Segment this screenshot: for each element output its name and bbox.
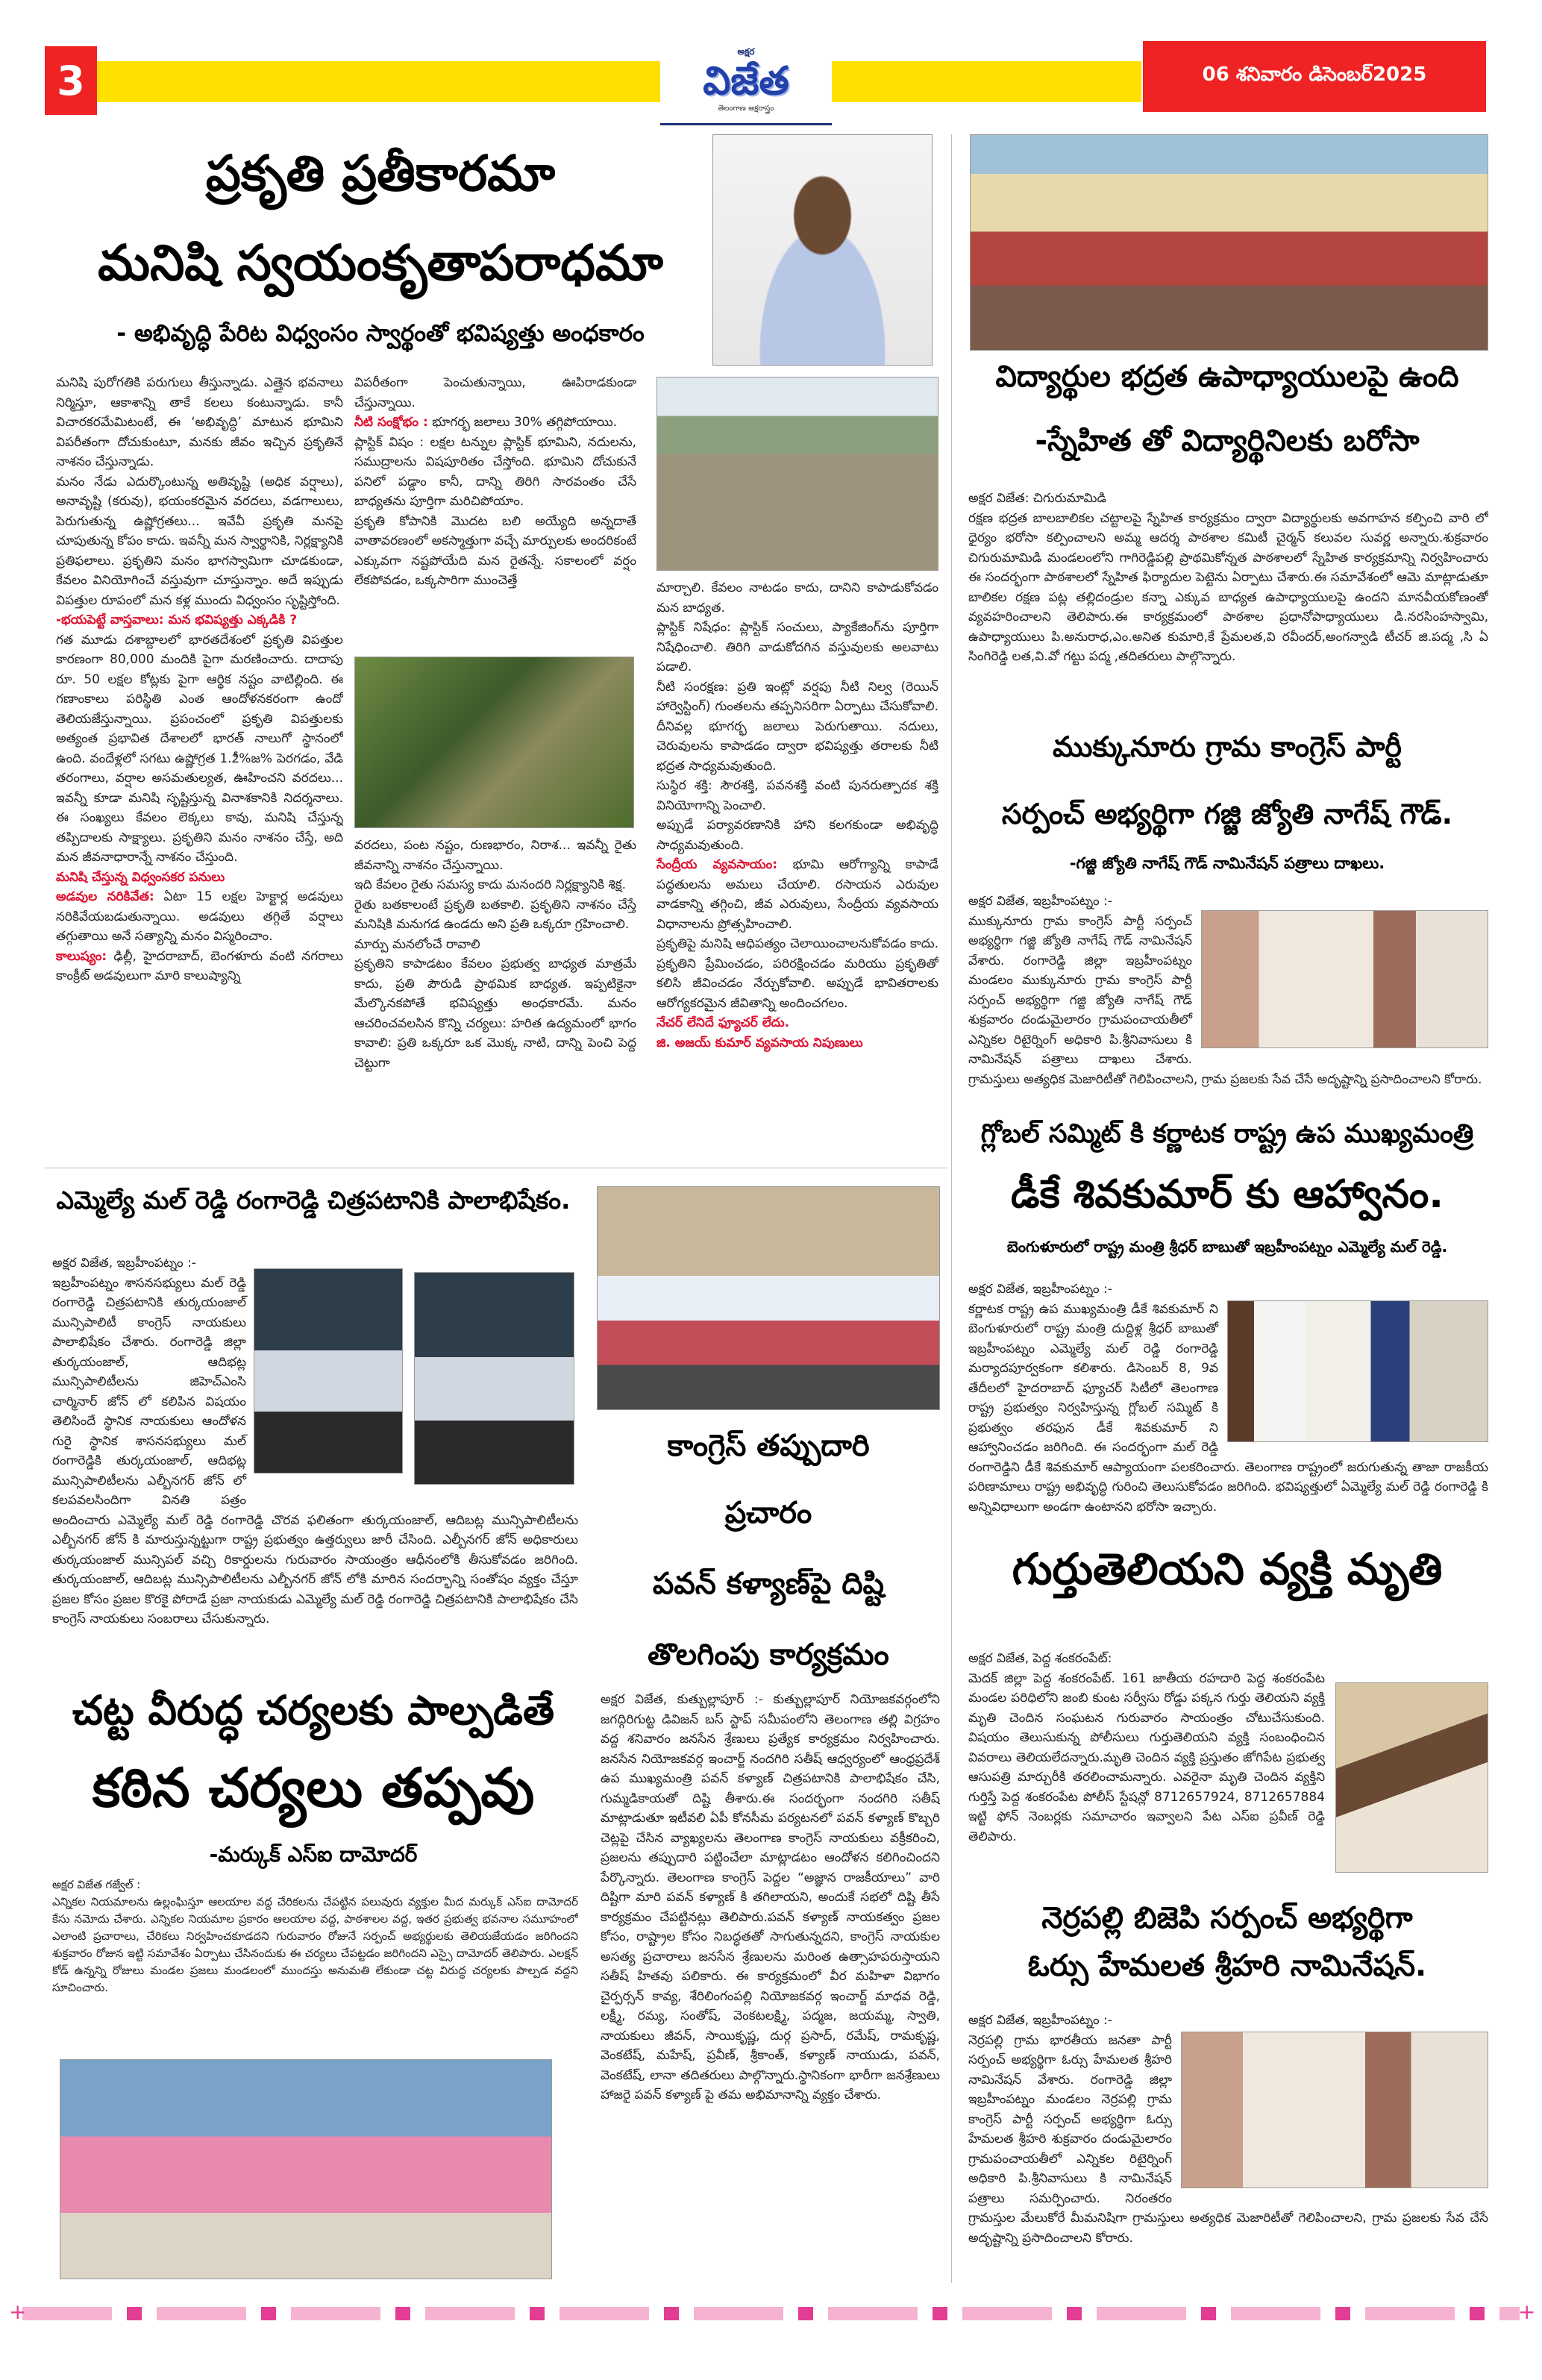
paragraph-text: ప్రకృతి కోపానికి మొదట బలి అయ్యేది అన్నదాతే వాతావరణంలో అకస్మాత్తుగా వచ్చే మార్పులకు అందరికంటే ఎక్కువగా నష్టపోయేది మన రైతన్నే. సకాలంలో వర్షం లేకపోవడం, ఒక్కసారిగా ముంచెత్తే <box>354 513 636 588</box>
main-column-1 <box>56 373 343 1153</box>
chatta-body <box>52 1876 578 2052</box>
paragraph <box>968 489 1488 509</box>
main-column-3 <box>656 578 938 1156</box>
paragraph <box>354 512 636 591</box>
page-number: 3 <box>45 46 97 115</box>
party-group-photo <box>60 2059 552 2279</box>
summit-body <box>968 1280 1488 1526</box>
paragraph-text: ఢిల్లీ, హైదరాబాద్, బెంగళూరు వంటి నగరాలు కాంక్రీట్ అడవులుగా మారి కాలుష్యాన్ని <box>56 948 343 983</box>
congress-headline-line2: ప్రచారం <box>724 1496 812 1530</box>
paragraph <box>968 1649 1488 1669</box>
paragraph-text: నీటి సంరక్షణ: ప్రతి ఇంట్లో వర్షపు నీటి నిల్వ (రెయిన్ హార్వెస్టింగ్) గుంతలను తప్పనిసరిగా ఏర్పాటు చేసుకోవాలి. దీనివల్ల భూగర్భ జలాలు పెరుగుతాయి. నదులు, చెరువులను కాపాడడం ద్వారా భవిష్యత్తు తరాలకు నీటి భద్రత సాధ్యమవుతుంది. <box>656 679 938 774</box>
paragraph <box>656 578 938 618</box>
summit-subtitle: బెంగుళూరులో రాష్ట్ర మంత్రి శ్రీధర్ బాబుతో ఇబ్రహీంపట్నం ఎమ్మెల్యే మల్ రెడ్డి. <box>1006 1238 1448 1256</box>
author-portrait-photo <box>712 134 933 366</box>
masthead-small: అక్షర <box>737 46 755 57</box>
paragraph <box>354 935 636 955</box>
paragraph <box>656 815 938 855</box>
unknown-death-headline: గుర్తుతెలియని వ్యక్తి మృతి <box>1012 1544 1443 1594</box>
paragraph <box>56 887 343 947</box>
paragraph-text: కర్ణాటక రాష్ట్ర ఉప ముఖ్యమంత్రి డీకే శివకుమార్ ని బెంగుళూరులో రాష్ట్ర మంత్రి దుద్దిళ్ల శ్రీధర్ బాబుతో ఇబ్రహీంపట్నం ఎమ్మెల్యే మల్ రెడ్డి రంగారెడ్డి మర్యాదపూర్వకంగా కలిశారు. డిసెంబర్ 8, 9వ తేదీలలో హైదరాబాద్ ఫ్యూచర్ సిటీలో తెలంగాణ రాష్ట్ర ప్రభుత్వం నిర్వహిస్తున్న గ్లోబల్ సమ్మిట్ కి ప్రభుత్వం తరఫున డీకే శివకుమార్ ని ఆహ్వానించడం జరిగింది. ఈ సందర్భంగా మల్ రెడ్డి రంగారెడ్డిని డీకే శివకుమార్ ఆప్యాయంగా పలకరించారు. తెలంగాణ రాష్ట్రంలో జరుగుతున్న తాజా రాజకీయ పరిణామాలు రాష్ట్ర అభివృద్ధి గురించి తెలుసుకోవడం జరిగింది. భవిష్యత్తులో ఏమ్మెల్యే మల్ రెడ్డి రంగారెడ్డి కి అన్నివిధాలుగా అండగా ఉంటానని భరోసా ఇచ్చారు. <box>968 1301 1488 1515</box>
paragraph-text: అక్షర విజేత, ఇబ్రహీంపట్నం :- <box>968 894 1112 909</box>
paragraph-text: ప్రకృతిపై మనిషి ఆధిపత్యం చెలాయించాలనుకోవడం కాదు. ప్రకృతిని ప్రేమించడం, పరిరక్షించడం మరియు ప్రకృతితో కలిసి జీవించడం నేర్చుకోవాలి. అప్పుడే భావితరాలకు ఆరోగ్యకరమైన జీవితాన్ని అందించగలం. <box>656 936 938 1011</box>
paragraph-text: భూమి ఆరోగ్యాన్ని కాపాడే పద్ధతులను అమలు చేయాలి. రసాయన ఎరువుల వాడకాన్ని తగ్గించి, జీవ ఎరువులు, సేంద్రీయ వ్యవసాయ విధానాలను ప్రోత్సహించాలి. <box>656 857 938 932</box>
footer-decorative-band <box>22 2307 1520 2320</box>
paragraph-lead: సేంద్రీయ వ్యవసాయం: <box>656 857 778 872</box>
paragraph <box>354 875 636 895</box>
students-headline-line1: విద్యార్థుల భద్రత ఉపాధ్యాయులపై ఉంది <box>995 360 1459 394</box>
mukkunuru-subtitle: -గజ్జి జ్యోతి నాగేష్ గౌడ్ నామినేషన్ పత్రాలు దాఖలు. <box>1069 854 1385 872</box>
congress-headline-line3: పవన్ కళ్యాణ్‌పై దిష్టి <box>652 1567 885 1601</box>
paragraph-text: అక్షర విజేత, కుత్బుల్లాపూర్ :- కుత్బుల్లాపూర్ నియోజకవర్గంలోని జగద్గిరిగుట్ట డివిజన్ బస్ స్టాప్ సమీపంలోని తెలంగాణ తల్లి విగ్రహం వద్ద శనివారం జనసేన శ్రేణులు ప్రత్యేక కార్యక్రమం నిర్వహించారు. జనసేన నియోజకవర్గ ఇంచార్జ్ నందగిరి సతీష్ ఆధ్వర్యంలో ఆంధ్రప్రదేశ్ ఉప ముఖ్యమంత్రి పవన్ కళ్యాణ్ చిత్రపటానికి పాలాభిషేకం చేసి, గుమ్మడికాయతో దిష్టి తీశారు.ఈ సందర్భంగా నందగిరి సతీష్ మాట్లాడుతూ ఇటీవలి ఏపీ కోనసీమ పర్యటనలో పవన్ కళ్యాణ్ కొబ్బరి చెట్లపై చేసిన వ్యాఖ్యలను తెలంగాణ కాంగ్రెస్ నాయకులు వక్రీకరించి, ప్రజలను తప్పుదారి పట్టించేలా మాట్లాడటం ఆందోళన కలిగించిందని పేర్కొన్నారు. తెలంగాణ కాంగ్రెస్ పెద్దల “అజ్ఞాన రాజకీయాలు” వారి దిష్టిగా మారి పవన్ కళ్యాణ్ కి తగిలాయని, అందుకే సభలో దిష్టి తీసే కార్యక్రమం చేపట్టినట్లు తెలిపారు.పవన్ కళ్యాణ్ నాయకత్వం ప్రజల కోసం, రాష్ట్రాల కోసం నిబద్ధతతో సాగుతున్నదని, కాంగ్రెస్ నాయకుల అసత్య ప్రచారాలు జనసేన శ్రేణులను మరింత ఉత్సాహపరుస్తాయని సతీష్ హితవు పలికారు. ఈ కార్యక్రమంలో వీర మహిళా విభాగం చైర్పర్సన్ కావ్య, శేరిలింగంపల్లి నియోజకవర్గ ఇంచార్జ్ మాధవ రెడ్డి, లక్ష్మీ, రమ్య, సంతోష్, వెంకటలక్ష్మి, పద్మజ, జయమ్మ, స్వాతి, నాయకులు జీవన్, సాయికృష్ణ, దుర్గ ప్రసాద్, రమేష్, రామకృష్ణ, వెంకటేష్, మహేష్, ప్రవీణ్, శ్రీకాంత్, కళ్యాణ్ నాయుడు, పవన్, వెంకటేష్, లానా తదితరులు పాల్గొన్నారు.స్థానికంగా భారీగా జనశ్రేణులు హాజరై పవన్ కళ్యాణ్ పై తమ అభిమానాన్ని వ్యక్తం చేశారు. <box>601 1692 940 2102</box>
masthead-logo <box>660 43 832 125</box>
section-subheading: -భయపెట్టే వాస్తవాలు: మన భవిష్యత్తు ఎక్కడికి ? <box>56 613 298 627</box>
section-subheading: నేచర్ లేనిదే ఫ్యూచర్ లేదు. <box>656 1015 790 1030</box>
paragraph-text: భూగర్భ జలాలు 30% తగ్గిపోయాయి. <box>427 415 618 430</box>
issue-date: 06 శనివారం డిసెంబర్2025 <box>1143 41 1486 112</box>
deceased-person-photo <box>1335 1682 1488 1873</box>
paragraph <box>354 373 636 413</box>
section-subheading: జి. అజయ్ కుమార్ వ్యవసాయ నిపుణులు <box>656 1035 863 1050</box>
paragraph-text: అక్షర విజేత: చిగురుమామిడి <box>968 491 1107 506</box>
mukkunuru-headline-line1: ముక్కునూరు గ్రామ కాంగ్రెస్ పార్టీ <box>1053 730 1402 763</box>
paragraph-text: రక్షణ భద్రత బాలబాలికల చట్టాలపై స్నేహిత కార్యక్రమం ద్వారా విద్యార్థులకు అవగాహన కల్పించి వారి లో ధైర్యం భరోసా కల్పించాలని అమ్మ ఆదర్శ పాఠశాల కమిటీ చైర్మన్ కలువల సువర్ణ అన్నారు.శుక్రవారం చిగురుమామిడి మండలంలోని గాగిరెడ్డిపల్లి ప్రాథమికోన్నత పాఠశాలలో స్నేహిత కార్యక్రమాన్ని నిర్వహించారు ఈ సందర్భంగా పాఠశాలలో స్నేహిత ఫిర్యాదుల పెట్టెను ఏర్పాటు చేశారు.ఈ సమావేశంలో ఆమె మాట్లాడుతూ బాలికల రక్షణ పట్ల తల్లిదండ్రుల కన్నా ఎక్కువ బాధ్యత ఉపాధ్యాయులపై ఉందని మానవీయకోణంతో వ్యవహరించాలని తెలిపారు.ఈ కార్యక్రమంలో పాఠశాల ప్రధానోపాధ్యాయులు డి.నరసింహస్వామి, ఉపాధ్యాయులు పి.అనురాధ,ఎం.అనిత కుమారి,కే ప్రేమలత,వి రవీందర్,అంగన్వాడి టీచర్ జి.పద్మ ,సి ఏ సింగిరెడ్డి లత,వి.వో గట్టు పద్మ ,తదితరులు పాల్గొన్నారు. <box>968 510 1488 664</box>
paragraph-text: విపరీతంగా పెంచుతున్నాయి, ఊపిరాడకుండా చేస్తున్నాయి. <box>354 375 636 410</box>
nerellapalli-headline-line2: ఓర్సు హేమలత శ్రీహరి నామినేషన్. <box>1027 1949 1427 1983</box>
main-headline-line2: మనిషి స్వయంకృతాపరాధమా <box>98 234 663 292</box>
mla-body <box>52 1253 578 1656</box>
paragraph-text: గత మూడు దశాబ్దాలలో భారతదేశంలో ప్రకృతి విపత్తుల కారణంగా 80,000 మందికి పైగా మరణించారు. దాదాపు రూ. 50 లక్షల కోట్లకు పైగా ఆర్థిక నష్టం వాటిల్లింది. ఈ గణాంకాలు పరిస్థితి ఎంత ఆందోళనకరంగా ఉందో తెలియజేస్తున్నాయి. ప్రపంచంలో ప్రకృతి విపత్తులకు అత్యంత ప్రభావిత దేశాలలో భారత్ నాలుగో స్థానంలో ఉంది. వందేళ్లలో సగటు ఉష్ణోగ్రత 1.2ీ%జ% పెరగడం, వేడి తరంగాలు, వర్షాల అసమతుల్యత, ఊహించని వరదలు... ఇవన్నీ కూడా మనిషి సృష్టిస్తున్న వినాశకానికి నిదర్శనాలు. ఈ సంఖ్యలు కేవలం లెక్కలు కావు, మనిషి చేస్తున్న తప్పిదాలకు సాక్ష్యాలు. ప్రకృతిని మనం నాశనం చేస్తే, అది మన జీవనాధారాన్నే నాశనం చేస్తుంది. <box>56 632 343 865</box>
palabhishekam-photo-1 <box>254 1268 403 1474</box>
paragraph <box>656 618 938 677</box>
paragraph <box>601 1690 940 2105</box>
congress-body <box>601 1690 940 2264</box>
summit-headline-line1: గ్లోబల్ సమ్మిట్ కి కర్ణాటక రాష్ట్ర ఉప ముఖ్యమంత్రి <box>980 1119 1474 1149</box>
paragraph-text: ప్లాస్టిక్ విషం : లక్షల టన్నుల ప్లాస్టిక్ భూమిని, నదులను, సముద్రాలను విషపూరితం చేస్తోంది. భూమిని దోచుకునే పనిలో పడ్డాం కానీ, దాన్ని తిరిగి సారవంతం చేసే బాధ్యతను పూర్తిగా మరిచిపోయాం. <box>354 434 636 509</box>
paragraph-text: ఇది కేవలం రైతు సమస్య కాదు మనందరి నిర్లక్ష్యానికి శిక్ష. <box>354 877 627 892</box>
paragraph <box>52 1876 578 1894</box>
paragraph-text: అక్షర విజేత గజ్వేల్ : <box>52 1878 141 1891</box>
paragraph-text: అక్షర విజేత, ఇబ్రహీంపట్నం :- <box>52 1256 196 1271</box>
mla-photos <box>254 1268 578 1492</box>
main-column-2b <box>354 836 636 1153</box>
paragraph <box>968 509 1488 667</box>
paragraph-text: ముక్కునూరు గ్రామ కాంగ్రెస్ పార్టీ సర్పంచ్ అభ్యర్థిగా గజ్జి జ్యోతి నాగేష్ గౌడ్ నామినేషన్ వేశారు. రంగారెడ్డి జిల్లా ఇబ్రహీంపట్నం మండలం ముక్కునూరు గ్రామ కాంగ్రెస్ పార్టీ సర్పంచ్ అభ్యర్థిగా గజ్జి జ్యోతి నాగేష్ గౌడ్ శుక్రవారం దండుమైలారం గ్రామపంచాయతీలో ఎన్నికల రిటైర్నింగ్ అధికారి పి.శ్రీనివాసులు కి నామినేషన్ పత్రాలు దాఖలు చేశారు. గ్రామస్తులు అత్యధిక మెజారిటీతో గెలిపించాలని, గ్రామ ప్రజలకు సేవ చేసే అదృష్టాన్ని ప్రసాదించాలని కోరారు. <box>968 913 1482 1087</box>
paragraph <box>968 1280 1488 1300</box>
chatta-headline-line1: చట్ట వీరుద్ధ చర్యలకు పాల్పడితే <box>72 1687 555 1734</box>
paragraph-text: అక్షర విజేత, ఇబ్రహీంపట్నం :- <box>968 1282 1112 1297</box>
paragraph-text: వరదలు, పంట నష్టం, రుణభారం, నిరాశ... ఇవన్నీ రైతు జీవనాన్ని నాశనం చేస్తున్నాయి. <box>354 838 636 873</box>
palabhishekam-photo-2 <box>414 1272 574 1485</box>
paragraph <box>56 472 343 611</box>
paragraph <box>354 836 636 875</box>
paragraph-text: ఇబ్రహీంపట్నం శాసనసభ్యులు మల్ రెడ్డి రంగారెడ్డి చిత్రపటానికి తుర్కయంజాల్ మున్సిపాలిటీ కాంగ్రెస్ నాయకులు పాలాభిషేకం చేశారు. రంగారెడ్డి జిల్లా తుర్కయంజాల్, ఆదిభట్ల మున్సిపాలిటీలను జిహెచ్ఎంసి చార్మినార్ జోన్ లో కలిపిన విషయం తెలిసిందే స్థానిక నాయకులు ఆందోళన గురై స్థానిక శాసనసభ్యులు మల్ రంగారెడ్డికి తుర్కయంజాల్, ఆదిభట్ల మున్సిపాలిటీలను ఎల్బీనగర్ జోన్ లో కలపవలసిందిగా వినతి పత్రం అందించారు ఎమ్మెల్యే మల్ రెడ్డి రంగారెడ్డి చొరవ ఫలితంగా తుర్కయంజాల్, ఆదిబట్ల మున్సిపాలిటీలను ఎల్బీనగర్ జోన్ కి మారుస్తున్నట్టుగా రాష్ట్ర ప్రభుత్వం ఉత్తర్వులు జారీ చేసింది. ఎల్బీనగర్ జోన్ అధికారులు తుర్కయంజాల్ మున్సిపల్ వచ్చి రికార్డులను గురువారం సాయంత్రం ఆధీనంలోకి తీసుకోవడం జరిగింది. తుర్కయంజాల్, ఆదిబట్ల మున్సిపాలిటీలను ఎల్బీనగర్ జోన్ లోకి మారిన సందర్భాన్ని సంతోషం వ్యక్తం చేస్తూ ప్రజల కోసం ప్రజల కొరకై పోరాడే ప్రజా నాయకుడు ఎమ్మెల్యే మల్ రెడ్డి రంగారెడ్డి చిత్రపటానికి పాలాభిషేకం చేసి కాంగ్రెస్ నాయకులు సంబరాలు చేసుకున్నారు. <box>52 1275 578 1626</box>
nomination-filing-photo <box>1201 910 1488 1048</box>
paragraph <box>56 947 343 986</box>
main-subtitle: - అభివృద్ధి పేరిట విధ్వంసం స్వార్థంతో భవిష్యత్తు అంధకారం <box>116 320 645 347</box>
paragraph <box>656 776 938 815</box>
section-subheading: మనిషి చేస్తున్న విధ్వంసకర పనులు <box>56 869 225 885</box>
chatta-headline-line2: కఠిన చర్యలు తప్పవు <box>92 1756 535 1819</box>
paragraph-text: నెర్రపల్లి గ్రామ భారతీయ జనతా పార్టీ సర్పంచ్ అభ్యర్థిగా ఓర్సు హేమలత శ్రీహరి నామినేషన్ వేశారు. రంగారెడ్డి జిల్లా ఇబ్రహీంపట్నం మండలం నెర్రపల్లి గ్రామ కాంగ్రెస్ పార్టీ సర్పంచ్ అభ్యర్థిగా ఓర్సు హేమలత శ్రీహరి శుక్రవారం దండుమైలారం గ్రామపంచాయతీలో ఎన్నికల రిటైర్నింగ్ అధికారి పి.శ్రీనివాసులు కి నామినేషన్ పత్రాలు సమర్పించారు. నిరంతరం గ్రామస్తుల మేలుకోరే మీమనిషిగా గ్రామస్తులు అత్యధిక మెజారిటీతో గెలిపించాలని, గ్రామ ప్రజలకు సేవ చేసే అదృష్టాన్ని ప్రసాదించాలని కోరారు. <box>968 2032 1488 2246</box>
damaged-banana-crop-photo <box>354 657 634 828</box>
unknown-body <box>968 1649 1488 1903</box>
paragraph-text: ప్లాస్టిక్ నిషేధం: ప్లాస్టిక్ సంచులు, ప్యాకేజింగ్‌ను పూర్తిగా నిషేధించాలి. తిరిగి వాడుకోదగిన వస్తువులకు అలవాటు పడాలి. <box>656 620 938 674</box>
paragraph <box>354 954 636 1073</box>
paragraph <box>354 895 636 935</box>
masthead-tagline: తెలంగాణ అక్షరాస్త్రం <box>718 104 774 113</box>
paragraph <box>56 630 343 868</box>
paragraph-text: రైతు బతకాలంటే ప్రకృతి బతకాలి. ప్రకృతిని నాశనం చేస్తే మనిషికి మనుగడ ఉండదు అని ప్రతి ఒక్కరూ గ్రహించాలి. <box>354 897 636 932</box>
dk-shivakumar-meeting-photo <box>1227 1300 1488 1442</box>
paragraph-text: సుస్థిర శక్తి: సౌరశక్తి, పవనశక్తి వంటి పునరుత్పాదక శక్తి వినియోగాన్ని పెంచాలి. <box>656 778 938 813</box>
bjp-nomination-photo <box>1181 2032 1488 2188</box>
summit-headline-line2: డీకే శివకుమార్ కు ఆహ్వానం. <box>1011 1172 1444 1217</box>
paragraph <box>56 373 343 472</box>
mukkunuru-body <box>968 892 1488 1104</box>
paragraph-lead: కాలుష్యం: <box>56 948 107 964</box>
paragraph <box>656 934 938 1013</box>
mla-headline: ఎమ్మెల్యే మల్ రెడ్డి రంగారెడ్డి చిత్రపటానికి పాలాభిషేకం. <box>56 1186 571 1215</box>
paragraph-lead: అడవుల నరికివేత: <box>56 889 154 904</box>
paragraph <box>968 892 1488 912</box>
header-yellow-bar <box>97 61 1141 102</box>
main-headline-line1: ప్రకృతి ప్రతీకారమా <box>205 145 556 202</box>
paragraph-text: ఏటా 15 లక్షల హెక్టార్ల అడవులు నరికివేయబడుతున్నాయి. అడవులు తగ్గితే వర్షాలు తగ్గుతాయి అనే సత్యాన్ని మనం విస్మరించాం. <box>56 889 343 944</box>
registration-mark-right: + <box>1518 2299 1536 2324</box>
school-classroom-photo <box>970 134 1488 351</box>
paragraph-text: అప్పుడే పర్యావరణానికి హాని కలగకుండా అభివృద్ధి సాధ్యమవుతుంది. <box>656 818 938 853</box>
congress-headline-line1: కాంగ్రెస్ తప్పుదారి <box>667 1429 870 1463</box>
janasena-rally-photo <box>597 1186 940 1410</box>
paragraph-text: మార్పు మనలోంచే రావాలి <box>354 936 480 952</box>
nerellapalli-headline-line1: నెర్రపల్లి బిజెపి సర్పంచ్ అభ్యర్థిగా <box>1041 1901 1413 1935</box>
column-divider <box>951 134 952 2283</box>
paragraph-text: మనం నేడు ఎదుర్కొంటున్న అతివృష్టి (అధిక వర్షాలు), అనావృష్టి (కరువు), భయంకరమైన వరదలు, వడగాలులు, పెరుగుతున్న ఉష్ణోగ్రతలు... ఇవేవీ ప్రకృతి మనపై చూపుతున్న కోపం కాదు. ఇవన్నీ మన స్వార్థానికి, నిర్లక్ష్యానికి ప్రతిఫలాలు. ప్రకృతిని మనం భాగస్వామిగా చూడకుండా, కేవలం వినియోగించే వస్తువుగా చూస్తున్నాం. అదే ఇప్పుడు విపత్తుల రూపంలో మన కళ్ల ముందు విధ్వంసం సృష్టిస్తోంది. <box>56 474 343 608</box>
chatta-byline: -మర్కుక్ ఎస్ఐ దామోదర్ <box>209 1842 418 1867</box>
mukkunuru-headline-line2: సర్పంచ్ అభ్యర్థిగా గజ్జి జ్యోతి నాగేష్ గౌడ్. <box>1001 798 1453 830</box>
students-body <box>968 489 1488 720</box>
paragraph <box>354 413 636 433</box>
paragraph-text: మనిషి పురోగతికి పరుగులు తీస్తున్నాడు. ఎత్తైన భవనాలు నిర్మిస్తూ, ఆకాశాన్ని తాకే కలలు కంటున్నాడు. కానీ విచారకరమేమిటంటే, ఈ ‘అభివృద్ధి’ మాటున భూమిని విపరీతంగా దోచుకుంటూ, మనకు జీవం ఇచ్చిన ప్రకృతినే నాశనం చేస్తున్నాడు. <box>56 375 343 469</box>
paragraph-lead: నీటి సంక్షోభం : <box>354 415 428 430</box>
masthead-title: విజేత <box>703 59 789 104</box>
registration-mark-left: + <box>9 2299 27 2324</box>
paragraph-text: ఎన్నికల నియమాలను ఉల్లంఘిస్తూ ఆలయాల వద్ద చేరికలను చేపట్టిన పలువురు వ్యక్తుల మీద మర్కుక్ ఎస్ఐ దామోదర్ కేసు నమోదు చేశారు. ఎన్నికల నియమాల ప్రకారం ఆలయాల వద్ద, పాఠశాలల వద్ద, ఇతర ప్రభుత్వ భవనాల సమూహంలో ఎలాంటి ప్రచారాలు, చేరికలు నిర్వహించకూడదని గురువారం రోజునే సర్పంచ్ అభ్యర్థులకు తెలియజేయడం జరిగిందని శుక్రవారం రోజున ఇట్టి సమావేశం ఏర్పాటు చేసినందుకు ఈ చర్యలు చేపట్టడం జరిగిందని ఎస్సై దామోదర్ తెలిపారు. ఎలక్షన్ కోడ్ ఉన్నన్ని రోజులు మండల ప్రజలు మండలంలో ముందస్తు అనుమతి లేకుండా చట్ట విరుద్ధ చర్యలకు పాల్పడ వద్దని సూచించారు. <box>52 1895 578 1994</box>
paragraph <box>656 855 938 934</box>
paragraph-text: అక్షర విజేత, పెద్ద శంకరంపేట్: <box>968 1651 1112 1666</box>
flood-photo <box>656 377 938 571</box>
paragraph <box>354 433 636 512</box>
congress-headline-line4: తొలగింపు కార్యక్రమం <box>648 1638 889 1672</box>
main-column-2 <box>354 373 636 645</box>
paragraph-text: అక్షర విజేత, ఇబ్రహీంపట్నం :- <box>968 2013 1112 2028</box>
paragraph-text: ప్రకృతిని కాపాడటం కేవలం ప్రభుత్వ బాధ్యత మాత్రమే కాదు, ప్రతి పౌరుడి ప్రాథమిక బాధ్యత. ఇప్పటికైనా మేల్కొనకపోతే భవిష్యత్తు అంధకారమే. మనం ఆచరించవలసిన కొన్ని చర్యలు: హరిత ఉద్యమంలో భాగం కావాలి: ప్రతి ఒక్కరూ ఒక మొక్క నాటి, దాన్ని పెంచి పెద్ద చెట్టుగా <box>354 956 636 1071</box>
students-headline-line2: -స్నేహిత తో విద్యార్థినిలకు బరోసా <box>1035 424 1420 458</box>
paragraph <box>52 1894 578 1997</box>
nerellapalli-body <box>968 2011 1488 2261</box>
paragraph <box>656 677 938 777</box>
paragraph-text: మెదక్ జిల్లా పెద్ద శంకరంపేట్. 161 జాతీయ రహదారి పెద్ద శంకరంపేట మండల పరిధిలోని జంబి కుంట సర్వీసు రోడ్డు పక్కన గుర్తు తెలియని వ్యక్తి మృతి చెందిన సంఘటన గురువారం సాయంత్రం చోటుచేసుకుంది. విషయం తెలుసుకున్న పోలీసులు గుర్తుతెలియని వ్యక్తి సంబంధించిన వివరాలు తెలియలేదన్నారు.మృతి చెందిన వ్యక్తి ప్రస్తుతం జోగిపేట ప్రభుత్వ ఆసుపత్రి మార్చురీకి తరలించామన్నారు. ఎవరైనా మృతి చెందిన వ్యక్తిని గుర్తిస్తే పెద్ద శంకరంపేట పోలీస్ స్టేషన్లో 8712657924, 8712657884 ఇట్టి ఫోన్ నెంబర్లకు సమాచారం ఇవ్వాలని పేట ఎస్ఐ ప్రవీణ్ రెడ్డి తెలిపారు. <box>968 1670 1325 1844</box>
paragraph <box>968 2011 1488 2031</box>
paragraph-text: మార్చాలి. కేవలం నాటడం కాదు, దానిని కాపాడుకోవడం మన బాధ్యత. <box>656 580 938 616</box>
